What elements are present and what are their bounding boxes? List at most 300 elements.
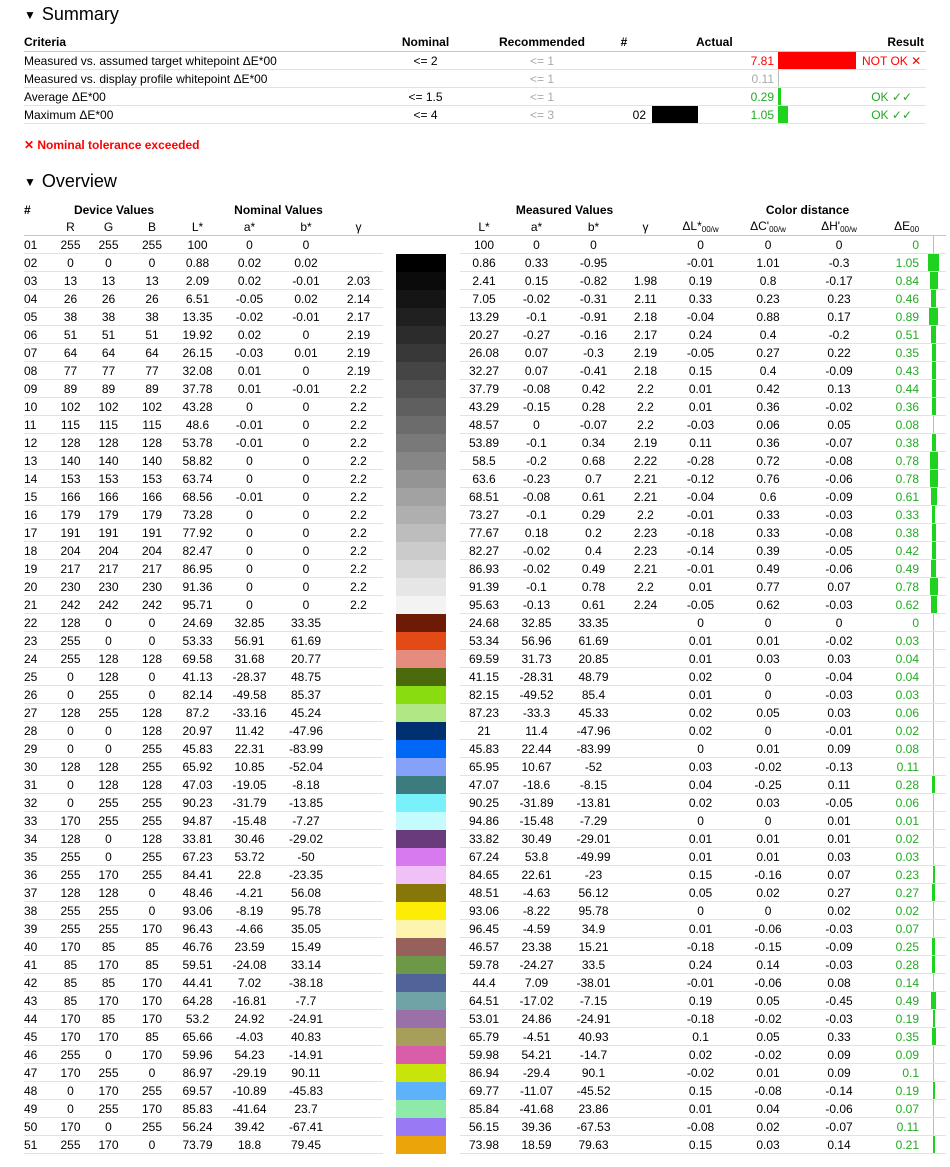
cell-delta-e: 0.89 bbox=[874, 308, 921, 326]
cell-r: 153 bbox=[54, 470, 87, 488]
cell-idx: 04 bbox=[24, 290, 54, 308]
cell-delta-h: 0.01 bbox=[804, 830, 874, 848]
cell-delta-c: 0.4 bbox=[732, 326, 804, 344]
color-swatch bbox=[396, 1082, 446, 1100]
cell-nom-b: -23.35 bbox=[278, 866, 334, 884]
delta-e-bar bbox=[921, 290, 946, 308]
cell-delta-h: -0.05 bbox=[804, 542, 874, 560]
cell-delta-c: 0 bbox=[732, 686, 804, 704]
color-swatch bbox=[396, 866, 446, 884]
cell-nom-a: 22.8 bbox=[221, 866, 278, 884]
b-header: B bbox=[130, 218, 174, 236]
cell-meas-b: 95.78 bbox=[565, 902, 622, 920]
cell-delta-c: 0.01 bbox=[732, 632, 804, 650]
cell-meas-b: 0.28 bbox=[565, 398, 622, 416]
cell-meas-l: 86.94 bbox=[460, 1064, 508, 1082]
cell-nom-b: 40.83 bbox=[278, 1028, 334, 1046]
cell-delta-c: 0.8 bbox=[732, 272, 804, 290]
cell-meas-gamma bbox=[622, 1046, 669, 1064]
cell-r: 0 bbox=[54, 686, 87, 704]
cell-meas-l: 37.79 bbox=[460, 380, 508, 398]
cell-delta-h: 0.03 bbox=[804, 848, 874, 866]
cell-meas-a: -31.89 bbox=[508, 794, 565, 812]
cell-idx: 09 bbox=[24, 380, 54, 398]
cell-delta-c: 0.03 bbox=[732, 794, 804, 812]
cell-delta-c: -0.06 bbox=[732, 974, 804, 992]
cell-delta-l: 0.01 bbox=[669, 920, 732, 938]
delta-e-bar bbox=[921, 614, 946, 632]
cell-meas-b: -52 bbox=[565, 758, 622, 776]
cell-meas-b: 0.29 bbox=[565, 506, 622, 524]
cell-delta-e: 0.28 bbox=[874, 776, 921, 794]
delta-e-bar bbox=[921, 704, 946, 722]
cell-delta-l: -0.08 bbox=[669, 1118, 732, 1136]
cell-delta-h: -0.03 bbox=[804, 1010, 874, 1028]
cell-idx: 32 bbox=[24, 794, 54, 812]
cell-g: 0 bbox=[87, 1046, 130, 1064]
delta-e-bar bbox=[921, 1010, 946, 1028]
delta-e-bar bbox=[921, 650, 946, 668]
cell-meas-b: 23.86 bbox=[565, 1100, 622, 1118]
delta-e-bar bbox=[921, 506, 946, 524]
cell-b: 170 bbox=[130, 1010, 174, 1028]
cell-delta-l: -0.18 bbox=[669, 1010, 732, 1028]
cell-delta-l: -0.01 bbox=[669, 254, 732, 272]
cell-meas-l: 64.51 bbox=[460, 992, 508, 1010]
cell-delta-e: 0.02 bbox=[874, 722, 921, 740]
cell-r: 255 bbox=[54, 236, 87, 254]
cell-delta-e: 0.28 bbox=[874, 956, 921, 974]
cell-b: 204 bbox=[130, 542, 174, 560]
cell-g: 230 bbox=[87, 578, 130, 596]
color-swatch bbox=[396, 704, 446, 722]
cell-delta-l: 0.19 bbox=[669, 272, 732, 290]
cell-delta-c: 1.01 bbox=[732, 254, 804, 272]
summary-row bbox=[24, 70, 926, 88]
cell-nom-a: -0.05 bbox=[221, 290, 278, 308]
patch-row bbox=[24, 992, 946, 1010]
overview-title: Overview bbox=[41, 171, 117, 191]
cell-delta-l: 0 bbox=[669, 614, 732, 632]
cell-g: 26 bbox=[87, 290, 130, 308]
cell-idx: 30 bbox=[24, 758, 54, 776]
cell-delta-c: 0.39 bbox=[732, 542, 804, 560]
cell-r: 102 bbox=[54, 398, 87, 416]
cell-delta-e: 0.04 bbox=[874, 650, 921, 668]
color-swatch bbox=[396, 974, 446, 992]
cell-delta-l: -0.03 bbox=[669, 416, 732, 434]
cell-delta-l: 0.01 bbox=[669, 1100, 732, 1118]
cell-meas-b: 0.61 bbox=[565, 596, 622, 614]
nominal-header: Nominal bbox=[369, 33, 482, 52]
cell-idx: 13 bbox=[24, 452, 54, 470]
cell-meas-a: 22.61 bbox=[508, 866, 565, 884]
cell-meas-b: 48.79 bbox=[565, 668, 622, 686]
cell-delta-c: -0.08 bbox=[732, 1082, 804, 1100]
cell-nom-gamma: 2.2 bbox=[334, 398, 383, 416]
cell-nom-l: 86.97 bbox=[174, 1064, 221, 1082]
cell-b: 0 bbox=[130, 884, 174, 902]
cell-b: 38 bbox=[130, 308, 174, 326]
cell-nom-l: 20.97 bbox=[174, 722, 221, 740]
cell-meas-l: 84.65 bbox=[460, 866, 508, 884]
cell-delta-e: 0.51 bbox=[874, 326, 921, 344]
summary-section-header[interactable] bbox=[24, 4, 119, 25]
cell-nom-gamma bbox=[334, 1100, 383, 1118]
cell-delta-e: 0.62 bbox=[874, 596, 921, 614]
cell-meas-gamma bbox=[622, 650, 669, 668]
cell-b: 255 bbox=[130, 866, 174, 884]
cell-delta-l: -0.14 bbox=[669, 542, 732, 560]
color-swatch bbox=[396, 920, 446, 938]
color-swatch bbox=[396, 380, 446, 398]
cell-meas-l: 77.67 bbox=[460, 524, 508, 542]
nominal-b-header: b* bbox=[278, 218, 334, 236]
patch-row bbox=[24, 434, 946, 452]
patch-row bbox=[24, 254, 946, 272]
color-swatch bbox=[396, 992, 446, 1010]
patch-row bbox=[24, 740, 946, 758]
cell-delta-c: 0.88 bbox=[732, 308, 804, 326]
cell-delta-e: 0.1 bbox=[874, 1064, 921, 1082]
cell-idx: 02 bbox=[24, 254, 54, 272]
cell-delta-e: 0.35 bbox=[874, 1028, 921, 1046]
cell-meas-b: 85.4 bbox=[565, 686, 622, 704]
cell-delta-h: -0.3 bbox=[804, 254, 874, 272]
cell-nom-b: 0 bbox=[278, 488, 334, 506]
cell-delta-h: -0.02 bbox=[804, 632, 874, 650]
cell-meas-b: 0.42 bbox=[565, 380, 622, 398]
cell-meas-gamma bbox=[622, 884, 669, 902]
cell-b: 255 bbox=[130, 236, 174, 254]
cell-nom-a: 0 bbox=[221, 560, 278, 578]
color-swatch bbox=[396, 614, 446, 632]
cell-nom-l: 56.24 bbox=[174, 1118, 221, 1136]
color-swatch bbox=[396, 452, 446, 470]
cell-delta-e: 0.08 bbox=[874, 416, 921, 434]
cell-nom-b: 0 bbox=[278, 596, 334, 614]
cell-idx: 03 bbox=[24, 272, 54, 290]
cell-g: 204 bbox=[87, 542, 130, 560]
cell-nom-l: 41.13 bbox=[174, 668, 221, 686]
cell-nom-gamma bbox=[334, 650, 383, 668]
cell-meas-l: 85.84 bbox=[460, 1100, 508, 1118]
summary-num bbox=[602, 52, 646, 70]
cell-nom-b: -13.85 bbox=[278, 794, 334, 812]
delta-e-bar bbox=[921, 1082, 946, 1100]
cell-r: 255 bbox=[54, 632, 87, 650]
summary-result: OK ✓✓ bbox=[862, 106, 926, 124]
cell-meas-b: -45.52 bbox=[565, 1082, 622, 1100]
summary-nominal bbox=[369, 70, 482, 88]
tolerance-exceeded-note: ✕ Nominal tolerance exceeded bbox=[24, 138, 200, 152]
cell-b: 0 bbox=[130, 902, 174, 920]
delta-e-bar bbox=[921, 632, 946, 650]
cell-nom-gamma bbox=[334, 902, 383, 920]
cell-meas-b: 0.4 bbox=[565, 542, 622, 560]
cell-g: 85 bbox=[87, 1010, 130, 1028]
patch-row bbox=[24, 1046, 946, 1064]
cell-meas-a: 23.38 bbox=[508, 938, 565, 956]
cell-nom-gamma: 2.2 bbox=[334, 506, 383, 524]
cell-g: 170 bbox=[87, 1028, 130, 1046]
summary-swatch bbox=[646, 88, 702, 106]
cell-meas-a: -4.63 bbox=[508, 884, 565, 902]
summary-nominal: <= 1.5 bbox=[369, 88, 482, 106]
patch-row bbox=[24, 758, 946, 776]
cell-idx: 18 bbox=[24, 542, 54, 560]
delta-e-bar bbox=[921, 866, 946, 884]
cell-b: 255 bbox=[130, 740, 174, 758]
cell-g: 13 bbox=[87, 272, 130, 290]
cell-r: 128 bbox=[54, 434, 87, 452]
summary-bar bbox=[778, 88, 862, 106]
cell-g: 64 bbox=[87, 344, 130, 362]
cell-nom-a: 10.85 bbox=[221, 758, 278, 776]
cell-g: 89 bbox=[87, 380, 130, 398]
actual-header: Actual bbox=[646, 33, 778, 52]
cell-meas-a: 30.49 bbox=[508, 830, 565, 848]
cell-meas-a: -0.02 bbox=[508, 542, 565, 560]
cell-meas-b: -0.95 bbox=[565, 254, 622, 272]
delta-e-bar bbox=[921, 812, 946, 830]
collapse-triangle-icon[interactable]: ▼ bbox=[24, 7, 36, 22]
cell-delta-h: 0 bbox=[804, 236, 874, 254]
cell-delta-e: 0.06 bbox=[874, 794, 921, 812]
cell-meas-l: 20.27 bbox=[460, 326, 508, 344]
cell-r: 179 bbox=[54, 506, 87, 524]
cell-g: 255 bbox=[87, 794, 130, 812]
cell-delta-e: 0 bbox=[874, 236, 921, 254]
cell-delta-c: -0.15 bbox=[732, 938, 804, 956]
cell-nom-gamma bbox=[334, 992, 383, 1010]
cell-delta-l: 0.02 bbox=[669, 668, 732, 686]
summary-bar bbox=[778, 106, 862, 124]
cell-nom-gamma bbox=[334, 1118, 383, 1136]
cell-nom-b: -67.41 bbox=[278, 1118, 334, 1136]
cell-meas-l: 63.6 bbox=[460, 470, 508, 488]
cell-delta-h: 0.07 bbox=[804, 578, 874, 596]
cell-delta-c: 0.4 bbox=[732, 362, 804, 380]
color-swatch bbox=[396, 542, 446, 560]
color-swatch bbox=[396, 1028, 446, 1046]
measured-b-header: b* bbox=[565, 218, 622, 236]
cell-meas-gamma bbox=[622, 974, 669, 992]
cell-r: 230 bbox=[54, 578, 87, 596]
cell-delta-e: 0.38 bbox=[874, 434, 921, 452]
cell-g: 0 bbox=[87, 632, 130, 650]
cell-delta-l: -0.18 bbox=[669, 938, 732, 956]
cell-nom-gamma bbox=[334, 920, 383, 938]
cell-g: 0 bbox=[87, 740, 130, 758]
cell-delta-e: 0.25 bbox=[874, 938, 921, 956]
cell-delta-l: -0.04 bbox=[669, 488, 732, 506]
cell-g: 128 bbox=[87, 668, 130, 686]
cell-nom-l: 0.88 bbox=[174, 254, 221, 272]
patch-row bbox=[24, 902, 946, 920]
cell-idx: 40 bbox=[24, 938, 54, 956]
delta-e-bar bbox=[921, 578, 946, 596]
cell-delta-h: -0.08 bbox=[804, 452, 874, 470]
delta-e-bar bbox=[921, 1136, 946, 1154]
cell-b: 255 bbox=[130, 1118, 174, 1136]
cell-meas-b: 0.61 bbox=[565, 488, 622, 506]
overview-section-header[interactable] bbox=[24, 171, 117, 192]
cell-delta-e: 0.02 bbox=[874, 830, 921, 848]
cell-meas-l: 47.07 bbox=[460, 776, 508, 794]
cell-b: 26 bbox=[130, 290, 174, 308]
patch-row bbox=[24, 632, 946, 650]
cell-nom-gamma bbox=[334, 614, 383, 632]
cell-nom-b: 0 bbox=[278, 434, 334, 452]
cell-meas-a: 0.07 bbox=[508, 344, 565, 362]
cell-nom-l: 95.71 bbox=[174, 596, 221, 614]
color-swatch bbox=[396, 632, 446, 650]
cell-delta-h: -0.02 bbox=[804, 398, 874, 416]
cell-r: 255 bbox=[54, 650, 87, 668]
cell-delta-l: -0.04 bbox=[669, 308, 732, 326]
cell-delta-h: 0 bbox=[804, 614, 874, 632]
cell-delta-c: 0.33 bbox=[732, 506, 804, 524]
cell-r: 77 bbox=[54, 362, 87, 380]
cell-delta-l: -0.01 bbox=[669, 560, 732, 578]
cell-meas-a: -0.08 bbox=[508, 380, 565, 398]
cell-meas-b: 15.21 bbox=[565, 938, 622, 956]
delta-e-bar bbox=[921, 974, 946, 992]
cell-idx: 20 bbox=[24, 578, 54, 596]
cell-meas-l: 43.29 bbox=[460, 398, 508, 416]
cell-delta-c: 0 bbox=[732, 668, 804, 686]
cell-meas-b: 0.78 bbox=[565, 578, 622, 596]
patch-row bbox=[24, 866, 946, 884]
cell-idx: 31 bbox=[24, 776, 54, 794]
cell-meas-l: 93.06 bbox=[460, 902, 508, 920]
cell-r: 170 bbox=[54, 1010, 87, 1028]
cell-delta-h: -0.09 bbox=[804, 362, 874, 380]
summary-criteria: Average ΔE*00 bbox=[24, 88, 369, 106]
cell-delta-h: -0.14 bbox=[804, 1082, 874, 1100]
color-swatch bbox=[396, 1100, 446, 1118]
cell-meas-b: -14.7 bbox=[565, 1046, 622, 1064]
cell-meas-b: -13.81 bbox=[565, 794, 622, 812]
cell-nom-gamma bbox=[334, 974, 383, 992]
cell-nom-b: 0 bbox=[278, 362, 334, 380]
cell-b: 0 bbox=[130, 1136, 174, 1154]
summary-actual: 1.05 bbox=[702, 106, 778, 124]
cell-idx: 37 bbox=[24, 884, 54, 902]
cell-nom-gamma: 2.2 bbox=[334, 524, 383, 542]
cell-delta-l: 0.11 bbox=[669, 434, 732, 452]
cell-nom-gamma: 2.2 bbox=[334, 578, 383, 596]
delta-e-bar bbox=[921, 416, 946, 434]
summary-swatch bbox=[646, 106, 702, 124]
cell-delta-c: 0.05 bbox=[732, 992, 804, 1010]
cell-g: 255 bbox=[87, 1100, 130, 1118]
cell-nom-gamma: 2.2 bbox=[334, 470, 383, 488]
cell-delta-e: 0.35 bbox=[874, 344, 921, 362]
cell-r: 128 bbox=[54, 704, 87, 722]
cell-b: 153 bbox=[130, 470, 174, 488]
cell-meas-b: 40.93 bbox=[565, 1028, 622, 1046]
cell-delta-c: 0.02 bbox=[732, 884, 804, 902]
color-swatch bbox=[396, 488, 446, 506]
delta-e-bar bbox=[921, 1064, 946, 1082]
cell-delta-h: -0.17 bbox=[804, 272, 874, 290]
cell-meas-b: 33.5 bbox=[565, 956, 622, 974]
cell-g: 77 bbox=[87, 362, 130, 380]
cell-b: 51 bbox=[130, 326, 174, 344]
patch-row bbox=[24, 452, 946, 470]
cell-nom-l: 2.09 bbox=[174, 272, 221, 290]
cell-meas-l: 100 bbox=[460, 236, 508, 254]
cell-nom-l: 64.28 bbox=[174, 992, 221, 1010]
cell-nom-b: 35.05 bbox=[278, 920, 334, 938]
cell-delta-c: 0.36 bbox=[732, 398, 804, 416]
cell-g: 128 bbox=[87, 758, 130, 776]
cell-meas-a: -29.4 bbox=[508, 1064, 565, 1082]
cell-nom-b: -0.01 bbox=[278, 308, 334, 326]
cell-meas-a: -0.02 bbox=[508, 560, 565, 578]
cell-g: 85 bbox=[87, 974, 130, 992]
cell-meas-l: 73.27 bbox=[460, 506, 508, 524]
delta-e-bar bbox=[921, 434, 946, 452]
delta-e-bar bbox=[921, 1028, 946, 1046]
patch-row bbox=[24, 1028, 946, 1046]
cell-meas-a: 39.36 bbox=[508, 1118, 565, 1136]
cell-g: 217 bbox=[87, 560, 130, 578]
cell-nom-b: -0.01 bbox=[278, 380, 334, 398]
cell-delta-e: 0.78 bbox=[874, 452, 921, 470]
cell-delta-c: 0.01 bbox=[732, 830, 804, 848]
cell-b: 64 bbox=[130, 344, 174, 362]
cell-idx: 22 bbox=[24, 614, 54, 632]
delta-e-bar bbox=[921, 794, 946, 812]
color-swatch bbox=[396, 344, 446, 362]
color-swatch bbox=[396, 956, 446, 974]
cell-g: 0 bbox=[87, 722, 130, 740]
cell-r: 170 bbox=[54, 1028, 87, 1046]
cell-delta-h: -0.03 bbox=[804, 506, 874, 524]
cell-nom-b: 90.11 bbox=[278, 1064, 334, 1082]
cell-meas-a: 10.67 bbox=[508, 758, 565, 776]
cell-nom-l: 59.51 bbox=[174, 956, 221, 974]
cell-delta-h: 0.27 bbox=[804, 884, 874, 902]
collapse-triangle-icon[interactable]: ▼ bbox=[24, 174, 36, 189]
cell-delta-c: 0.33 bbox=[732, 524, 804, 542]
patch-row bbox=[24, 686, 946, 704]
cell-nom-b: -8.18 bbox=[278, 776, 334, 794]
color-swatch bbox=[396, 1064, 446, 1082]
cell-meas-b: -0.91 bbox=[565, 308, 622, 326]
delta-e-bar bbox=[921, 488, 946, 506]
cell-meas-gamma: 2.2 bbox=[622, 578, 669, 596]
cell-meas-gamma: 2.21 bbox=[622, 560, 669, 578]
patch-row bbox=[24, 794, 946, 812]
cell-delta-l: 0.24 bbox=[669, 326, 732, 344]
cell-nom-gamma: 2.2 bbox=[334, 542, 383, 560]
delta-e-bar bbox=[921, 236, 946, 254]
cell-delta-e: 0 bbox=[874, 614, 921, 632]
cell-meas-a: -8.22 bbox=[508, 902, 565, 920]
cell-nom-b: 0.01 bbox=[278, 344, 334, 362]
color-swatch bbox=[396, 578, 446, 596]
color-swatch bbox=[396, 1118, 446, 1136]
cell-meas-l: 73.98 bbox=[460, 1136, 508, 1154]
cell-meas-l: 48.51 bbox=[460, 884, 508, 902]
color-swatch bbox=[396, 650, 446, 668]
cell-b: 85 bbox=[130, 938, 174, 956]
cell-idx: 46 bbox=[24, 1046, 54, 1064]
